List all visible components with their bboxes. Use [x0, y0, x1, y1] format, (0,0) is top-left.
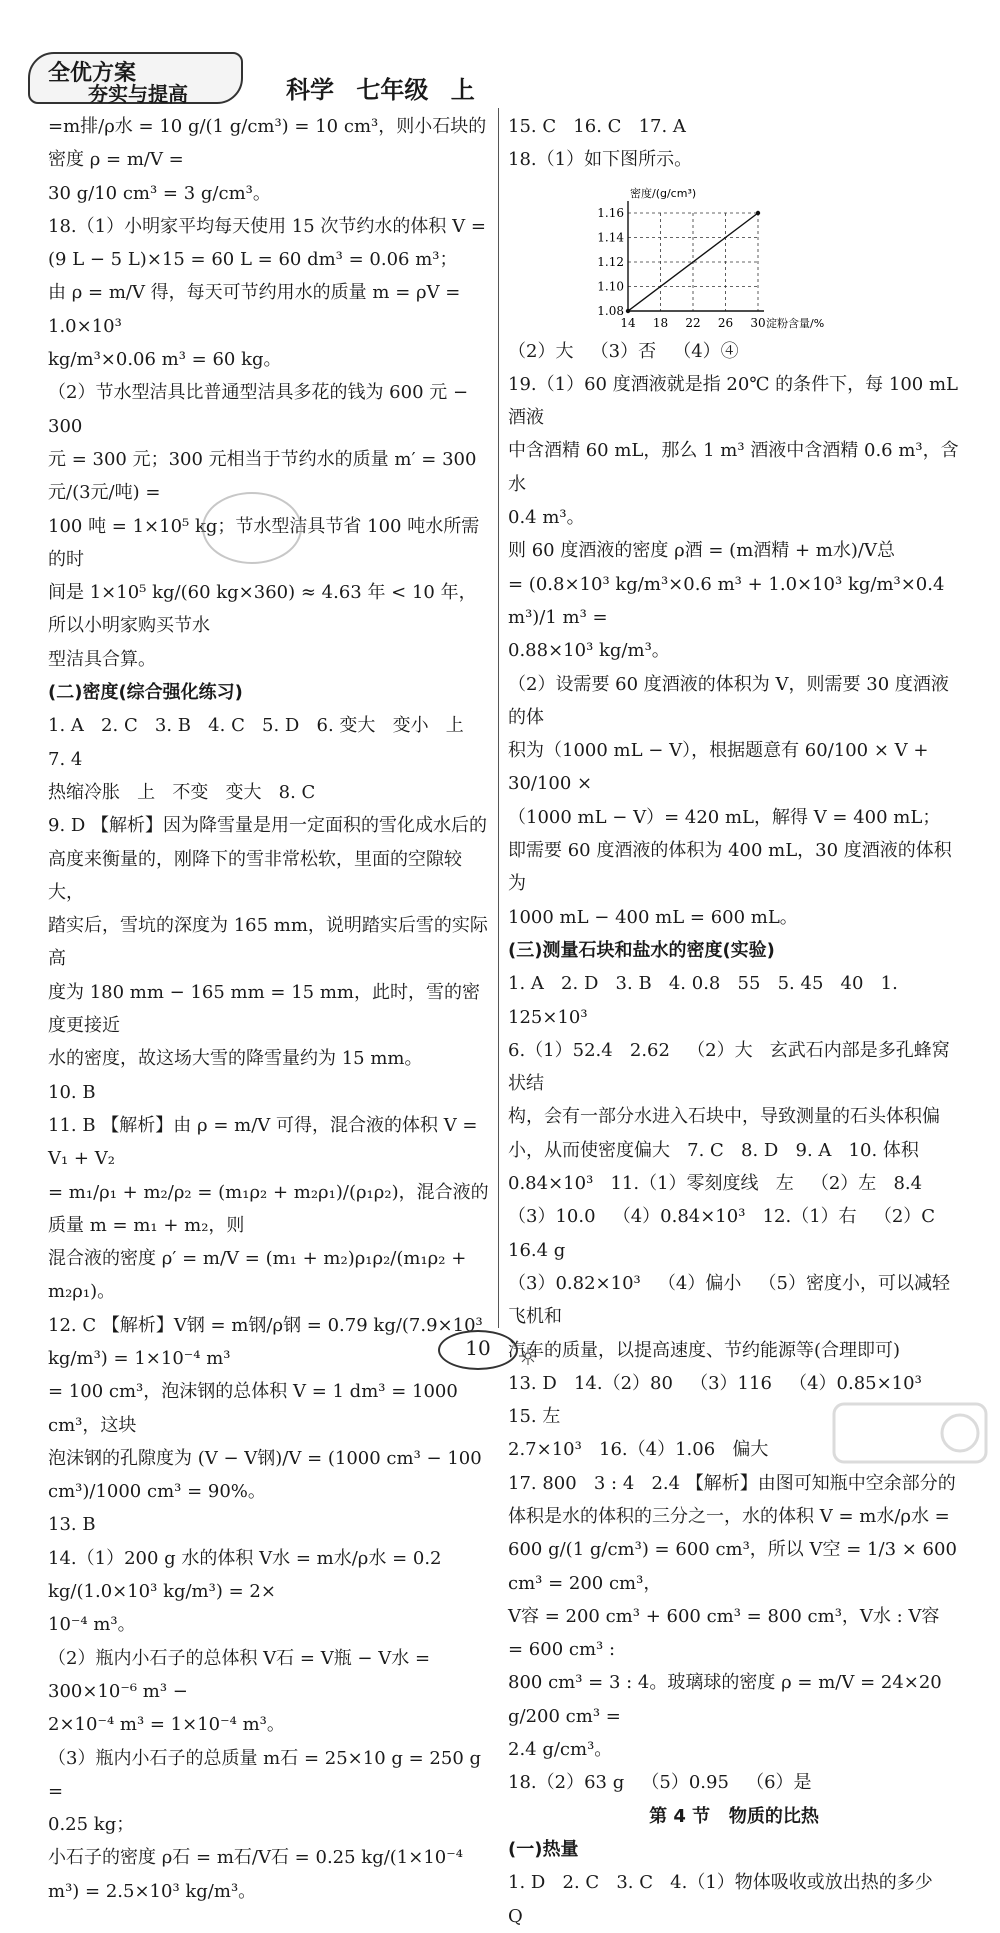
text-line: 则 60 度酒液的密度 ρ酒 = (m酒精 + m水)/V总 [508, 540, 895, 562]
text-line: 9. D 【解析】因为降雪量是用一定面积的雪化成水后的 [48, 815, 488, 837]
text-line: 13. D 14.（2）80 （3）116 （4）0.85×10³ 15. 左 [508, 1372, 939, 1428]
text-line: 型洁具合算。 [48, 648, 156, 670]
text-line: （3）0.82×10³ （4）偏小 （5）密度小，可以减轻飞机和 [508, 1272, 950, 1328]
text-line: 度为 180 mm − 165 mm = 15 mm，此时，雪的密度更接近 [48, 981, 480, 1037]
text-line: 0.25 kg； [48, 1814, 135, 1836]
section-heading: (一)热量 [508, 1838, 579, 1860]
text-line: 小石子的密度 ρ石 = m石/V石 = 0.25 kg/(1×10⁻⁴ m³) = 2.5×10³ kg/m³。 [48, 1847, 469, 1902]
text-line: 水的密度，故这场大雪的降雪量约为 15 mm。 [48, 1048, 423, 1070]
page-number: 10 [465, 1336, 491, 1360]
text-line: 踏实后，雪坑的深度为 165 mm，说明踏实后雪的实际高 [48, 915, 488, 970]
text-line: 构，会有一部分水进入石块中，导致测量的石头体积偏 [508, 1106, 940, 1128]
text-line: kg/m³×0.06 m³ = 60 kg。 [48, 349, 282, 371]
text-line: 体积是水的体积的三分之一，水的体积 V = m水/ρ水 = [508, 1505, 950, 1527]
text-line: 小，从而使密度偏大 7. C 8. D 9. A 10. 体积 [508, 1139, 919, 1161]
text-line: 中含酒精 60 mL，那么 1 m³ 酒液中含酒精 0.6 m³，含水 [508, 440, 959, 495]
y-tick-label: 1.14 [597, 230, 624, 245]
text-line: 800 cm³ = 3 : 4。玻璃球的密度 ρ = m/V = 24×20 g/200 cm³ = [508, 1672, 948, 1727]
text-line: 1. D 2. C 3. C 4.（1）物体吸收或放出热的多少 Q [508, 1872, 950, 1927]
text-line: 1. A 2. C 3. B 4. C 5. D 6. 变大 变小 上 7. 4 [48, 715, 481, 770]
text-line: 14.（1）200 g 水的体积 V水 = m水/ρ水 = 0.2 kg/(1.0×10³ kg/m³) = 2× [48, 1547, 448, 1603]
data-point [756, 210, 760, 214]
text-line: 18.（2）63 g （5）0.95 （6）是 [508, 1772, 812, 1794]
y-axis-label: 密度/(g/cm³) [630, 186, 697, 200]
x-tick-label: 26 [717, 315, 734, 330]
text-line: （1000 mL − V）= 420 mL，解得 V = 400 mL； [508, 806, 941, 828]
homework-stamp-icon [202, 492, 302, 564]
section-heading: (三)测量石块和盐水的密度(实验) [508, 939, 775, 961]
text-line: 2×10⁻⁴ m³ = 1×10⁻⁴ m³。 [48, 1714, 285, 1736]
text-line: = 100 cm³，泡沫钢的总体积 V = 1 dm³ = 1000 cm³，这块 [48, 1381, 464, 1436]
x-tick-label: 18 [652, 315, 669, 330]
text-line: V容 = 200 cm³ + 600 cm³ = 800 cm³，V水 : V容 = 600 cm³ : [508, 1605, 946, 1661]
y-tick-label: 1.16 [597, 205, 624, 220]
logo-bottom-text: 夯实与提高 [88, 82, 188, 106]
section-title: 第 4 节 物质的比热 [649, 1805, 819, 1827]
y-tick-label: 1.10 [597, 279, 624, 294]
text-line: 2.4 g/cm³。 [508, 1739, 613, 1761]
logo-top-text: 全优方案 [48, 61, 137, 86]
text-line: 即需要 60 度酒液的体积为 400 mL，30 度酒液的体积为 [508, 840, 952, 895]
left-column [48, 110, 490, 1908]
page-title: 科学 七年级 上 [286, 76, 475, 104]
text-line: =m排/ρ水 = 10 g/(1 g/cm³) = 10 cm³，则小石块的密度 ρ = m/V = [48, 116, 487, 171]
text-line: 18.（1）小明家平均每天使用 15 次节约水的体积 V = [48, 215, 486, 237]
text-line: （3）瓶内小石子的总质量 m石 = 25×10 g = 250 g = [48, 1747, 487, 1802]
right-column [508, 110, 964, 1933]
text-line: 6.（1）52.4 2.62 （2）大 玄武石内部是多孔蜂窝状结 [508, 1039, 950, 1095]
text-line: 0.84×10³ 11.（1）零刻度线 左 （2）左 8.4 [508, 1173, 923, 1195]
text-line: 由 ρ = m/V 得，每天可节约用水的质量 m = ρV = 1.0×10³ [48, 282, 467, 337]
text-line: 元 = 300 元；300 元相当于节约水的质量 m′ = 300元/(3元/吨) = [48, 448, 477, 504]
text-line: 热缩冷胀 上 不变 变大 8. C [48, 781, 316, 803]
text-line: 泡沫钢的孔隙度为 (V − V钢)/V = (1000 cm³ − 100 cm³)/1000 cm³ = 90%。 [48, 1447, 488, 1503]
density-chart [570, 183, 870, 331]
text-line: 积为（1000 mL − V），根据题意有 60/100 × V + 30/100 × [508, 740, 935, 795]
text-line: （2）设需要 60 度酒液的体积为 V，则需要 30 度酒液的体 [508, 673, 949, 728]
text-line: 0.4 m³。 [508, 507, 585, 529]
text-line: （2）瓶内小石子的总体积 V石 = V瓶 − V水 = 300×10⁻⁶ m³ − [48, 1647, 436, 1702]
x-tick-label: 22 [685, 315, 701, 330]
text-line: 100 吨 = 1×10⁵ kg；节水型洁具节省 100 吨水所需的时 [48, 515, 480, 570]
flower-decoration-icon [518, 1346, 538, 1366]
book-logo [28, 52, 243, 104]
text-line: 11. B 【解析】由 ρ = m/V 可得，混合液的体积 V = V₁ + V₂ [48, 1114, 484, 1170]
text-line: 1. A 2. D 3. B 4. 0.8 55 5. 45 40 1. 125×10³ [508, 973, 904, 1028]
text-line: 10⁻⁴ m³。 [48, 1614, 136, 1636]
y-tick-label: 1.12 [597, 254, 624, 269]
x-axis-label: 淀粉含量/% [766, 316, 825, 330]
text-line: (9 L − 5 L)×15 = 60 L = 60 dm³ = 0.06 m³； [48, 249, 458, 271]
x-tick-label: 14 [620, 315, 636, 330]
text-line: 1000 mL − 400 mL = 600 mL。 [508, 906, 798, 928]
text-line: （2）大 （3）否 （4）④ [508, 340, 739, 362]
text-line: 12. C 【解析】V钢 = m钢/ρ钢 = 0.79 kg/(7.9×10³ kg/m³) = 1×10⁻⁴ m³ [48, 1314, 489, 1369]
text-line: 混合液的密度 ρ′ = m/V = (m₁ + m₂)ρ₁ρ₂/(m₁ρ₂ + m₂ρ₁)。 [48, 1248, 473, 1303]
text-line: 汽车的质量，以提高速度、节约能源等(合理即可) [508, 1339, 901, 1361]
text-line: 高度来衡量的，刚降下的雪非常松软，里面的空隙较大， [48, 848, 462, 903]
column-divider [498, 108, 499, 1328]
text-line: 10. B [48, 1081, 96, 1103]
text-line: = (0.8×10³ kg/m³×0.6 m³ + 1.0×10³ kg/m³×0.4 m³)/1 m³ = [508, 573, 951, 628]
y-tick-label: 1.08 [597, 303, 624, 318]
text-line: 间是 1×10⁵ kg/(60 kg×360) ≈ 4.63 年 < 10 年，所以小明家购买节水 [48, 582, 477, 637]
page-header [28, 52, 475, 108]
text-line: 0.88×10³ kg/m³。 [508, 640, 670, 662]
data-point [626, 308, 630, 312]
text-line: 13. B [48, 1514, 96, 1536]
text-line: 18.（1）如下图所示。 [508, 149, 693, 171]
section-heading: (二)密度(综合强化练习) [48, 682, 243, 704]
text-line: （3）10.0 （4）0.84×10³ 12.（1）右 （2）C 16.4 g [508, 1206, 953, 1261]
density-chart-svg [570, 183, 870, 331]
page-number-badge [438, 1330, 518, 1374]
text-line: = m₁/ρ₁ + m₂/ρ₂ = (m₁ρ₂ + m₂ρ₁)/(ρ₁ρ₂)，混合液的质量 m = m₁ + m₂，则 [48, 1181, 489, 1236]
text-line: 2.7×10³ 16.（4）1.06 偏大 [508, 1439, 769, 1461]
x-tick-label: 30 [750, 315, 766, 330]
watermark-logo-icon [830, 1398, 990, 1468]
text-line: 19.（1）60 度酒液就是指 20℃ 的条件下，每 100 mL 酒液 [508, 373, 964, 429]
text-line: 17. 800 3 : 4 2.4 【解析】由图可知瓶中空余部分的 [508, 1472, 956, 1494]
text-line: 600 g/(1 g/cm³) = 600 cm³，所以 V空 = 1/3 × 600 cm³ = 200 cm³， [508, 1539, 963, 1594]
text-line: 30 g/10 cm³ = 3 g/cm³。 [48, 182, 271, 204]
text-line: （2）节水型洁具比普通型洁具多花的钱为 600 元 − 300 [48, 382, 474, 437]
text-line: 15. C 16. C 17. A [508, 116, 686, 137]
